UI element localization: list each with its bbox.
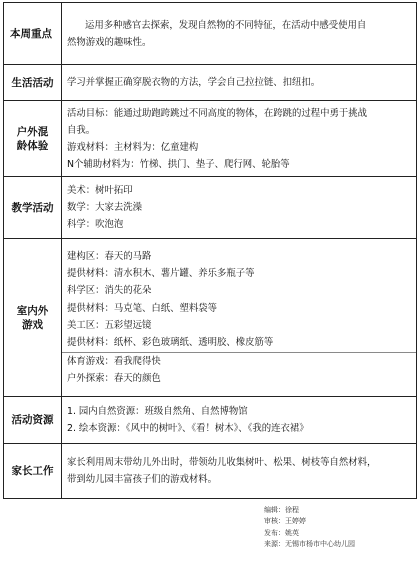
content-line: 科学：吹泡泡 (67, 219, 124, 230)
row-content-indoor-outdoor-games (62, 239, 417, 397)
content-line: 2. 绘本资源：《风中的树叶》、《看！树木》、《我的连衣裙》 (67, 423, 309, 434)
content-line: 活动目标：能通过助跑跨跳过不同高度的物体，在跨跳的过程中勇于挑战 (67, 107, 368, 119)
content-line: 美工区：五彩望远镜 (67, 320, 152, 331)
content-line: 提供材料：马克笔、白纸、塑料袋等 (67, 302, 218, 314)
content-line: 美术：树叶拓印 (67, 185, 133, 196)
content-line: 提供材料：清水积木、薯片罐、养乐多瓶子等 (67, 268, 255, 280)
content-line: 1. 园内自然资源：班级自然角、自然博物馆 (67, 406, 248, 417)
content-line: 然物游戏的趣味性。 (67, 36, 152, 48)
content-line: 学习并掌握正确穿脱衣物的方法，学会自己拉拉链、扣纽扣。 (67, 77, 321, 88)
row-content-teaching (62, 177, 417, 239)
credit-reviewer: 审核：王婷婷 (264, 517, 306, 526)
row-label-text: 室内外游戏 (16, 304, 49, 331)
credit-source: 来源：无锡市杨市中心幼儿园 (264, 540, 355, 549)
table-row (4, 397, 417, 444)
credit-editor: 编辑：徐程 (264, 506, 299, 514)
table-row (4, 239, 417, 397)
weekly-plan-table (3, 2, 417, 499)
row-content-weekly-focus (62, 3, 417, 65)
content-line: 提供材料：纸杯、彩色玻璃纸、透明胶、橡皮筋等 (67, 337, 274, 349)
content-line: 科学区：消失的花朵 (67, 285, 152, 297)
content-line: 带到幼儿园丰富孩子们的游戏材料。 (67, 474, 218, 485)
row-content-parent-work (62, 444, 417, 499)
content-line: 游戏材料：主材料为：亿童建构 (67, 141, 199, 153)
row-label-indoor-outdoor-games (4, 239, 62, 397)
content-line: N个辅助材料为：竹梯、拱门、垫子、爬行网、轮胎等 (67, 158, 290, 170)
row-content-resources (62, 397, 417, 444)
credit-publisher: 发布：姚英 (264, 528, 299, 537)
row-label-text: 户外混龄体验 (16, 125, 49, 152)
row-content-daily-life (62, 65, 417, 101)
table-row (4, 101, 417, 177)
row-label-weekly-focus: 本周重点 (4, 3, 62, 65)
table-row (4, 3, 417, 65)
content-line: 数学：大家去洗澡 (67, 202, 143, 213)
content-line: 建构区：春天的马路 (67, 250, 152, 262)
content-line: 体育游戏：看我爬得快 (67, 355, 161, 367)
row-label-resources: 活动资源 (4, 397, 62, 444)
content-line: 自我。 (67, 124, 96, 136)
row-content-outdoor-mixed-age (62, 101, 417, 177)
credits-block (264, 505, 355, 551)
content-line: 户外探索：春天的颜色 (67, 372, 161, 384)
row-label-outdoor-mixed-age (4, 101, 62, 177)
row-label-teaching: 教学活动 (4, 177, 62, 239)
table-row (4, 65, 417, 101)
content-line: 运用多种感官去探索，发现自然物的不同特征，在活动中感受使用自 (85, 19, 367, 31)
content-line: 家长利用周末带幼儿外出时，带领幼儿收集树叶、松果、树枝等自然材料， (67, 457, 377, 468)
row-label-parent-work: 家长工作 (4, 444, 62, 499)
table-row (4, 177, 417, 239)
table-row (4, 444, 417, 499)
row-label-daily-life: 生活活动 (4, 65, 62, 101)
